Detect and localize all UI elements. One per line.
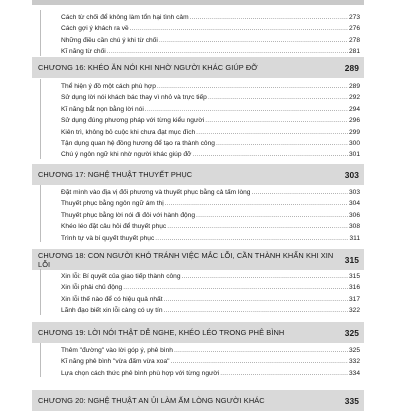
chapter-page: 289 [344,62,359,73]
entry-title: Thuyết phục bằng lời nói đi đôi với hành động [61,211,196,219]
list-item [61,219,360,230]
chapter-heading [32,390,364,411]
entry-page: 300 [348,139,360,147]
entry-page: 278 [348,36,360,44]
list-item [61,10,360,21]
list-item [61,196,360,207]
chapter-heading [32,164,364,185]
entry-title: Cách gợi ý khách ra về [61,25,129,33]
list-item [61,185,360,196]
entry-title: Cách từ chối để không làm tổn hại tình cảm [61,13,189,21]
chapter-header-bar [32,0,364,5]
entry-title: Đặt mình vào địa vị đối phương và thuyết phục bằng cả tấm lòng [61,188,251,196]
chapter-page: 303 [344,169,359,180]
entry-page: 311 [349,234,360,242]
list-item [61,343,360,354]
list-item [61,33,360,44]
chapter-title: CHƯƠNG 18: CON NGƯỜI KHÓ TRÁNH VIỆC MẮC LỖI, CẦN THÀNH KHẨN KHI XIN LỖI [38,250,334,269]
entry-list [40,343,360,377]
chapter-title: CHƯƠNG 17: NGHỆ THUẬT THUYẾT PHỤC [38,170,193,179]
list-item [61,354,360,365]
entry-title: Kiên trì, không bỏ cuộc khi chưa đạt mục đích [61,128,196,136]
entry-title: Thêm "đường" vào lời góp ý, phê bình [61,346,173,354]
list-item [61,113,360,124]
list-item [61,21,360,32]
entry-page: 303 [348,188,360,196]
chapter-title: CHƯƠNG 16: KHÉO ĂN NÓI KHI NHỜ NGƯỜI KHÁC GIÚP ĐỠ [38,63,258,72]
list-item [61,366,360,377]
entry-page: 317 [348,295,360,303]
list-item [61,231,360,242]
entry-page: 276 [348,25,360,33]
entry-page: 289 [348,82,360,90]
entry-title: Kĩ năng phê bình "vừa đấm vừa xoa" [61,358,170,366]
entry-list [40,79,360,159]
entry-page: 281 [348,48,360,56]
entry-title: Xin lỗi thế nào để có hiệu quả nhất [61,295,163,303]
list-item [61,136,360,147]
list-item [61,280,360,291]
chapter-heading [32,57,364,78]
chapter-title: CHƯƠNG 20: NGHỆ THUẬT AN ỦI LÀM ẤM LÒNG NGƯỜI KHÁC [38,396,265,405]
entry-title: Tận dụng quan hệ đồng hương để tạo ra thành công [61,139,215,147]
list-item [61,269,360,280]
list-item [61,79,360,90]
chapter-page: 335 [344,395,359,406]
list-item [61,125,360,136]
list-item [61,147,360,158]
entry-page: 273 [348,13,360,21]
entry-list [40,185,360,242]
entry-title: Sử dụng đúng phương pháp với từng kiểu người [61,117,205,125]
entry-title: Lựa chọn cách thức phê bình phù hợp với từng người [61,369,220,377]
entry-page: 332 [348,358,360,366]
chapter-page: 315 [344,254,359,265]
entry-page: 301 [348,151,360,159]
entry-page: 315 [348,272,360,280]
entry-page: 294 [348,105,360,113]
list-item [61,292,360,303]
chapter-page: 325 [344,327,359,338]
entry-title: Xin lỗi: Bí quyết của giao tiếp thành công [61,272,181,280]
entry-page: 325 [348,346,360,354]
entry-page: 299 [348,128,360,136]
entry-page: 296 [348,117,360,125]
chapter-heading [32,322,364,343]
chapter-heading [32,249,364,270]
entry-title: Trình tự và bí quyết thuyết phục [61,234,155,242]
entry-title: Kĩ năng từ chối [61,48,106,56]
entry-page: 306 [348,211,360,219]
entry-page: 334 [348,369,360,377]
entry-page: 316 [348,284,360,292]
entry-page: 308 [348,223,360,231]
entry-title: Những điều cần chú ý khi từ chối [61,36,158,44]
list-item [61,208,360,219]
list-item [61,303,360,314]
entry-title: Chú ý ngôn ngữ khi nhờ người khác giúp đỡ [61,151,192,159]
entry-title: Thể hiện ý đồ một cách phù hợp [61,82,156,90]
list-item [61,44,360,55]
entry-title: Lãnh đạo biết xin lỗi càng có uy tín [61,307,163,315]
entry-title: Khéo léo đặt câu hỏi để thuyết phục [61,223,167,231]
entry-title: Xin lỗi phải chủ động [61,284,123,292]
entry-page: 322 [348,307,360,315]
entry-page: 292 [348,94,360,102]
entry-list [40,10,360,56]
entry-page: 304 [348,200,360,208]
list-item [61,90,360,101]
list-item [61,102,360,113]
entry-title: Thuyết phục bằng ngôn ngữ ám thị [61,200,164,208]
chapter-title: CHƯƠNG 19: LỜI NÓI THẬT DỄ NGHE, KHÉO LÉO TRONG PHÊ BÌNH [38,328,285,337]
entry-list [40,269,360,315]
entry-title: Sử dụng lời nói khách bác thay vì nhỏ và trực tiếp [61,94,207,102]
entry-title: Kĩ năng bắt nọn bằng lời nói [61,105,144,113]
